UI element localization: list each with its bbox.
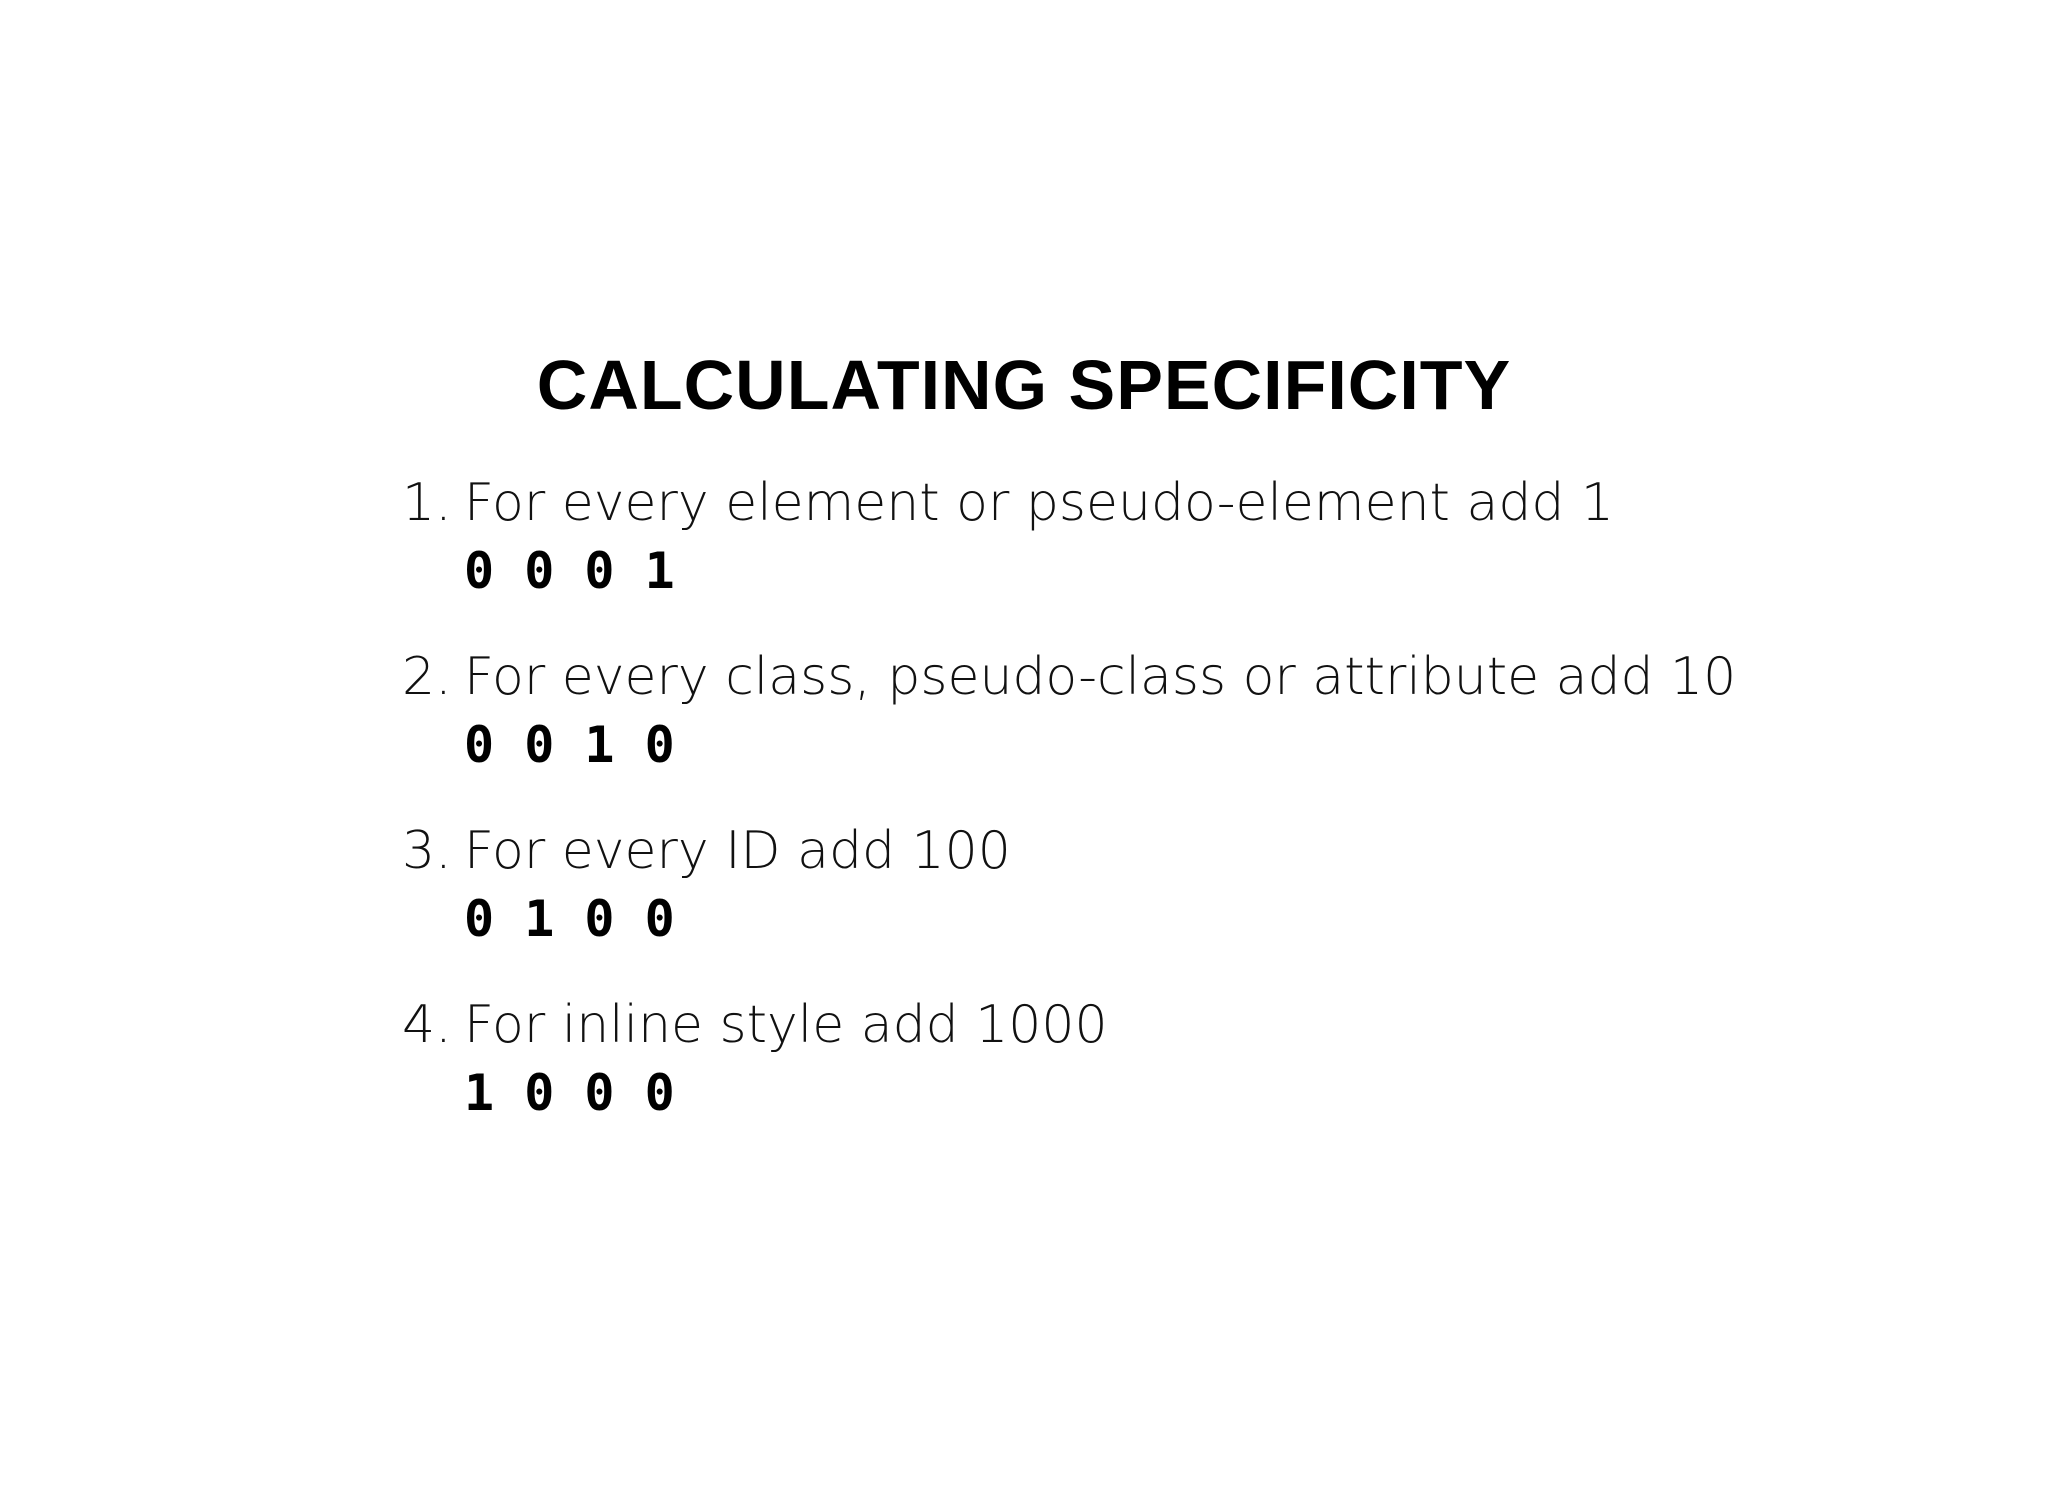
rule-text bbox=[402, 813, 1902, 889]
rule-number: 2. bbox=[402, 647, 452, 707]
specificity-value: 0 1 0 0 bbox=[464, 890, 675, 948]
rule-text bbox=[402, 987, 1902, 1063]
rule-item-1 bbox=[402, 465, 1902, 639]
rule-description: For every element or pseudo-element add 1 bbox=[464, 473, 1614, 533]
rule-item-4 bbox=[402, 987, 1902, 1161]
rule-number: 3. bbox=[402, 821, 452, 881]
rule-description: For every class, pseudo-class or attribute add 10 bbox=[464, 647, 1737, 707]
rule-number: 1. bbox=[402, 473, 452, 533]
slide-title: CALCULATING SPECIFICITY bbox=[536, 346, 1512, 424]
rules-list bbox=[402, 465, 1902, 1161]
specificity-value: 0 0 0 1 bbox=[464, 542, 675, 600]
specificity-value: 1 0 0 0 bbox=[464, 1064, 675, 1122]
specificity-value: 0 0 1 0 bbox=[464, 716, 675, 774]
rule-text bbox=[402, 465, 1902, 541]
rule-description: For every ID add 100 bbox=[464, 821, 1011, 881]
rule-number: 4. bbox=[402, 995, 452, 1055]
rule-text bbox=[402, 639, 1902, 715]
rule-item-2 bbox=[402, 639, 1902, 813]
rule-description: For inline style add 1000 bbox=[464, 995, 1108, 1055]
rule-item-3 bbox=[402, 813, 1902, 987]
